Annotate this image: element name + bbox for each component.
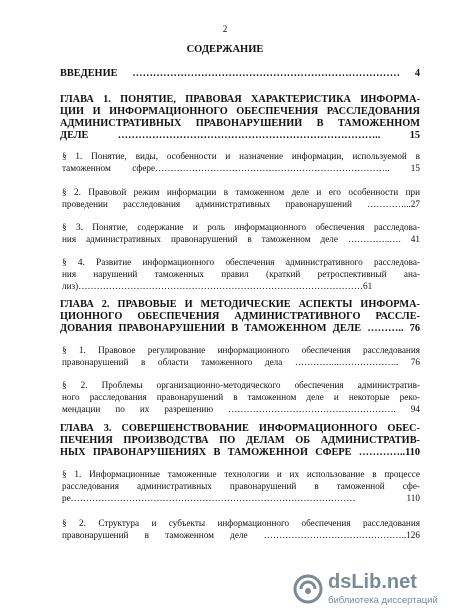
toc-section-1-2-line-2: проведении расследования административных правонарушений …………...27: [62, 199, 420, 209]
toc-section-1-3-line-1: § 3. Понятие, содержание и роль информационного обеспечения расследова-: [62, 222, 420, 232]
watermark-name: dsLib.net: [328, 571, 417, 593]
page-title: СОДЕРЖАНИЕ: [186, 44, 264, 55]
toc-section-1-1-line-1: § 1. Понятие, виды, особенности и назначение информации, используемой в: [62, 151, 420, 161]
page-number: 2: [222, 24, 228, 34]
toc-section-2-2-line-2: ного расследования правонарушений в таможенном деле и некоторые реко-: [62, 392, 420, 402]
toc-chapter-1-line-4: ДЕЛЕ ………………………………………………………………….. 15: [60, 130, 420, 141]
toc-section-3-1-line-3: ре………………………………………………………………………………… 110: [62, 493, 420, 503]
toc-chapter-1-line-1: ГЛАВА 1. ПОНЯТИЕ, ПРАВОВАЯ ХАРАКТЕРИСТИКА ИНФОРМА-: [60, 94, 420, 105]
toc-section-1-2-line-1: § 2. Правовой режим информации в таможенном деле и его особенности при: [62, 187, 420, 197]
toc-chapter-1-line-2: ЦИИ И ИНФОРМАЦИОННОГО ОБЕСПЕЧЕНИЯ РАССЛЕДОВАНИЯ: [60, 106, 420, 117]
dslib-logo-icon: [292, 573, 324, 605]
toc-intro: ВВЕДЕНИЕ …………………………………………………………………… 4: [60, 68, 420, 79]
toc-section-1-4-line-3: лиз)…………………………………………………………………………………61: [62, 281, 373, 291]
toc-chapter-2-line-2: ЦИОННОГО ОБЕСПЕЧЕНИЯ АДМИНИСТРАТИВНОГО РАССЛЕ-: [60, 311, 420, 322]
toc-chapter-3-line-3: НЫХ ПРАВОНАРУШЕНИЯХ В ТАМОЖЕННОЙ СФЕРЕ …………..110: [60, 447, 420, 458]
toc-section-1-4-line-2: ния нарушений таможенных правил (краткий ретроспективный ана-: [62, 269, 420, 279]
toc-section-2-1-line-1: § 1. Правовое регулирование информационного обеспечения расследования: [62, 345, 420, 355]
toc-chapter-1-line-3: АДМИНИСТРАТИВНЫХ ПРАВОНАРУШЕНИЙ В ТАМОЖЕННОМ: [60, 118, 420, 129]
toc-section-1-3-line-2: ния административных правонарушений в таможенном деле …………..…. 41: [62, 234, 420, 244]
toc-section-3-2-line-2: правонарушений в таможенном деле ………………………………………..126: [62, 530, 420, 540]
toc-section-3-1-line-2: расследования административных правонарушений в таможенной сфе-: [62, 481, 420, 491]
toc-chapter-2-line-1: ГЛАВА 2. ПРАВОВЫЕ И МЕТОДИЧЕСКИЕ АСПЕКТЫ ИНФОРМА-: [60, 299, 420, 310]
toc-chapter-3-line-1: ГЛАВА 3. СОВЕРШЕНСТВОВАНИЕ ИНФОРМАЦИОННОГО ОБЕС-: [60, 423, 420, 434]
toc-section-2-2-line-3: мендации по их разрешению ………………………………………………. 94: [62, 404, 420, 414]
toc-section-1-4-line-1: § 4. Развитие информационного обеспечения административного расследова-: [62, 257, 420, 267]
toc-chapter-3-line-2: ПЕЧЕНИЯ ПРОИЗВОДСТВА ПО ДЕЛАМ ОБ АДМИНИСТРАТИВ-: [60, 435, 420, 446]
toc-section-2-2-line-1: § 2. Проблемы организационно-методического обеспечения административ-: [62, 380, 420, 390]
dslib-watermark[interactable]: [292, 569, 442, 609]
toc-section-1-1-line-2: таможенном сфере………………………………………………………………….. 15: [62, 163, 420, 173]
toc-section-3-1-line-1: § 1. Информационные таможенные технологии и их использование в процессе: [62, 469, 420, 479]
watermark-subtitle: библиотека диссертаций: [328, 595, 438, 606]
toc-chapter-2-line-3: ДОВАНИЯ ПРАВОНАРУШЕНИЙ В ТАМОЖЕННОМ ДЕЛЕ ……….. 76: [60, 323, 420, 334]
toc-section-3-2-line-1: § 2. Структура и субъекты информационного обеспечения расследования: [62, 518, 420, 528]
toc-section-2-1-line-2: правонарушений в области таможенного дела …………...……………….. 76: [62, 357, 420, 367]
